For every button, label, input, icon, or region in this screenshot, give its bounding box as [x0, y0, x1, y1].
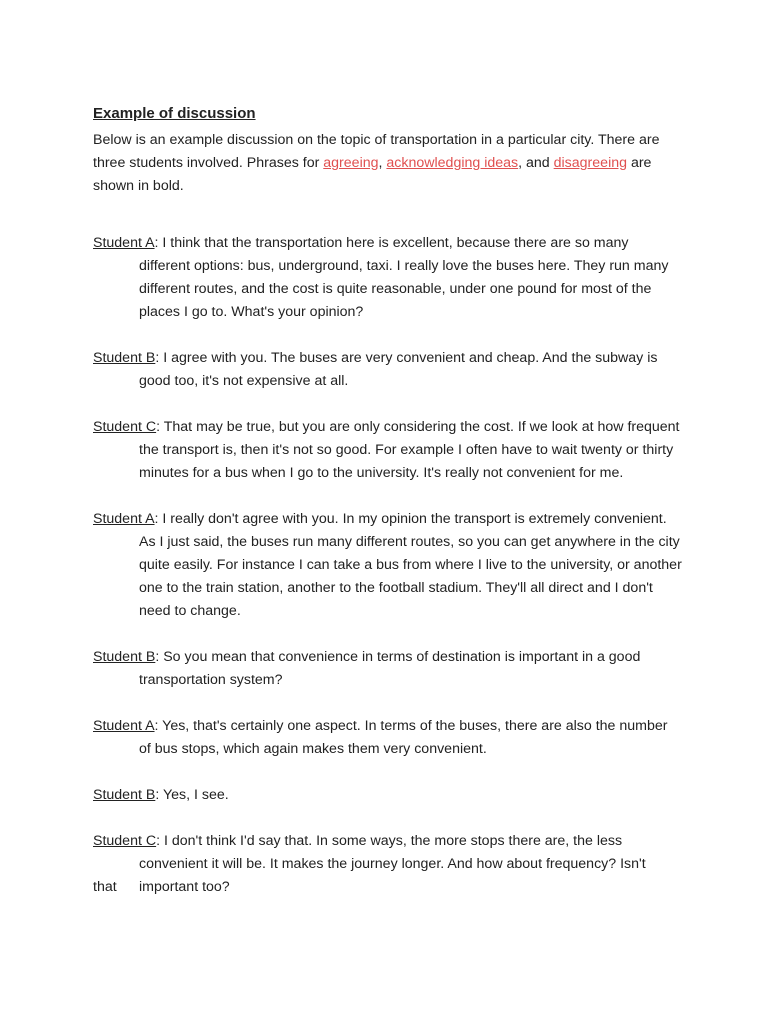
speaker-label: Student C: [93, 419, 157, 435]
agreeing-link[interactable]: agreeing: [323, 155, 379, 171]
speaker-label: Student B: [93, 350, 156, 366]
turn-text: : I think that the transportation here is excellent, because there are so many different options: bus, underground, taxi. I really love the buses here. They run many different routes, and the cost is quite reasonable, under one pound for most of the places I go to. What's your opinion?: [139, 235, 669, 320]
turn-text: : I agree with you. The buses are very convenient and cheap. And the subway is good too, it's not expensive at all.: [139, 350, 658, 389]
speaker-label: Student A: [93, 235, 155, 251]
intro-text-end: are shown in bold.: [93, 155, 652, 194]
dialogue-turn: [93, 784, 683, 807]
dialogue-turn: [93, 508, 683, 623]
turn-line: convenient it will be. It makes the journey longer. And how about frequency? Isn't: [139, 856, 646, 872]
speaker-label: Student C: [93, 833, 157, 849]
acknowledging-ideas-link[interactable]: acknowledging ideas: [386, 155, 519, 171]
turn-text: : Yes, I see.: [155, 787, 229, 803]
speaker-label: Student B: [93, 649, 156, 665]
wrapped-word: that: [93, 879, 117, 895]
intro-separator-2: , and: [518, 155, 554, 171]
turn-text: : That may be true, but you are only considering the cost. If we look at how frequent the transport is, then it's not so good. For example I often have to wait twenty or thirty minutes for a bus when I go to the university. It's really not convenient for me.: [139, 419, 680, 481]
turn-text: : I don't think I'd say that. In some ways, the more stops there are, the less: [156, 833, 623, 849]
intro-paragraph: [93, 129, 683, 198]
speaker-label: Student A: [93, 511, 155, 527]
document-page: [93, 104, 683, 899]
turn-line: [93, 876, 683, 899]
turn-line: [93, 830, 683, 853]
turn-text: : I really don't agree with you. In my opinion the transport is extremely convenient. As I just said, the buses run many different routes, so you can get anywhere in the city quite easily. For instance I can take a bus from where I live to the university, or another one to the train station, another to the football stadium. They'll all direct and I don't need to change.: [139, 511, 682, 619]
speaker-label: Student A: [93, 718, 155, 734]
turn-text: important too?: [139, 879, 230, 895]
document-title: Example of discussion: [93, 105, 256, 122]
turn-text: : Yes, that's certainly one aspect. In terms of the buses, there are also the number of bus stops, which again makes them very convenient.: [139, 718, 668, 757]
turn-text: : So you mean that convenience in terms of destination is important in a good transportation system?: [139, 649, 641, 688]
discussion-dialogue: [93, 232, 683, 899]
speaker-label: Student B: [93, 787, 156, 803]
dialogue-turn: [93, 646, 683, 692]
intro-text-start: Below is an example discussion on the topic of transportation in a particular city. There are three students involved. Phrases for: [93, 132, 660, 171]
dialogue-turn: [93, 416, 683, 485]
dialogue-turn: [93, 347, 683, 393]
dialogue-turn: [93, 715, 683, 761]
intro-separator-1: ,: [378, 155, 387, 171]
disagreeing-link[interactable]: disagreeing: [553, 155, 627, 171]
dialogue-turn: [93, 232, 683, 324]
dialogue-turn-last: [93, 830, 683, 899]
